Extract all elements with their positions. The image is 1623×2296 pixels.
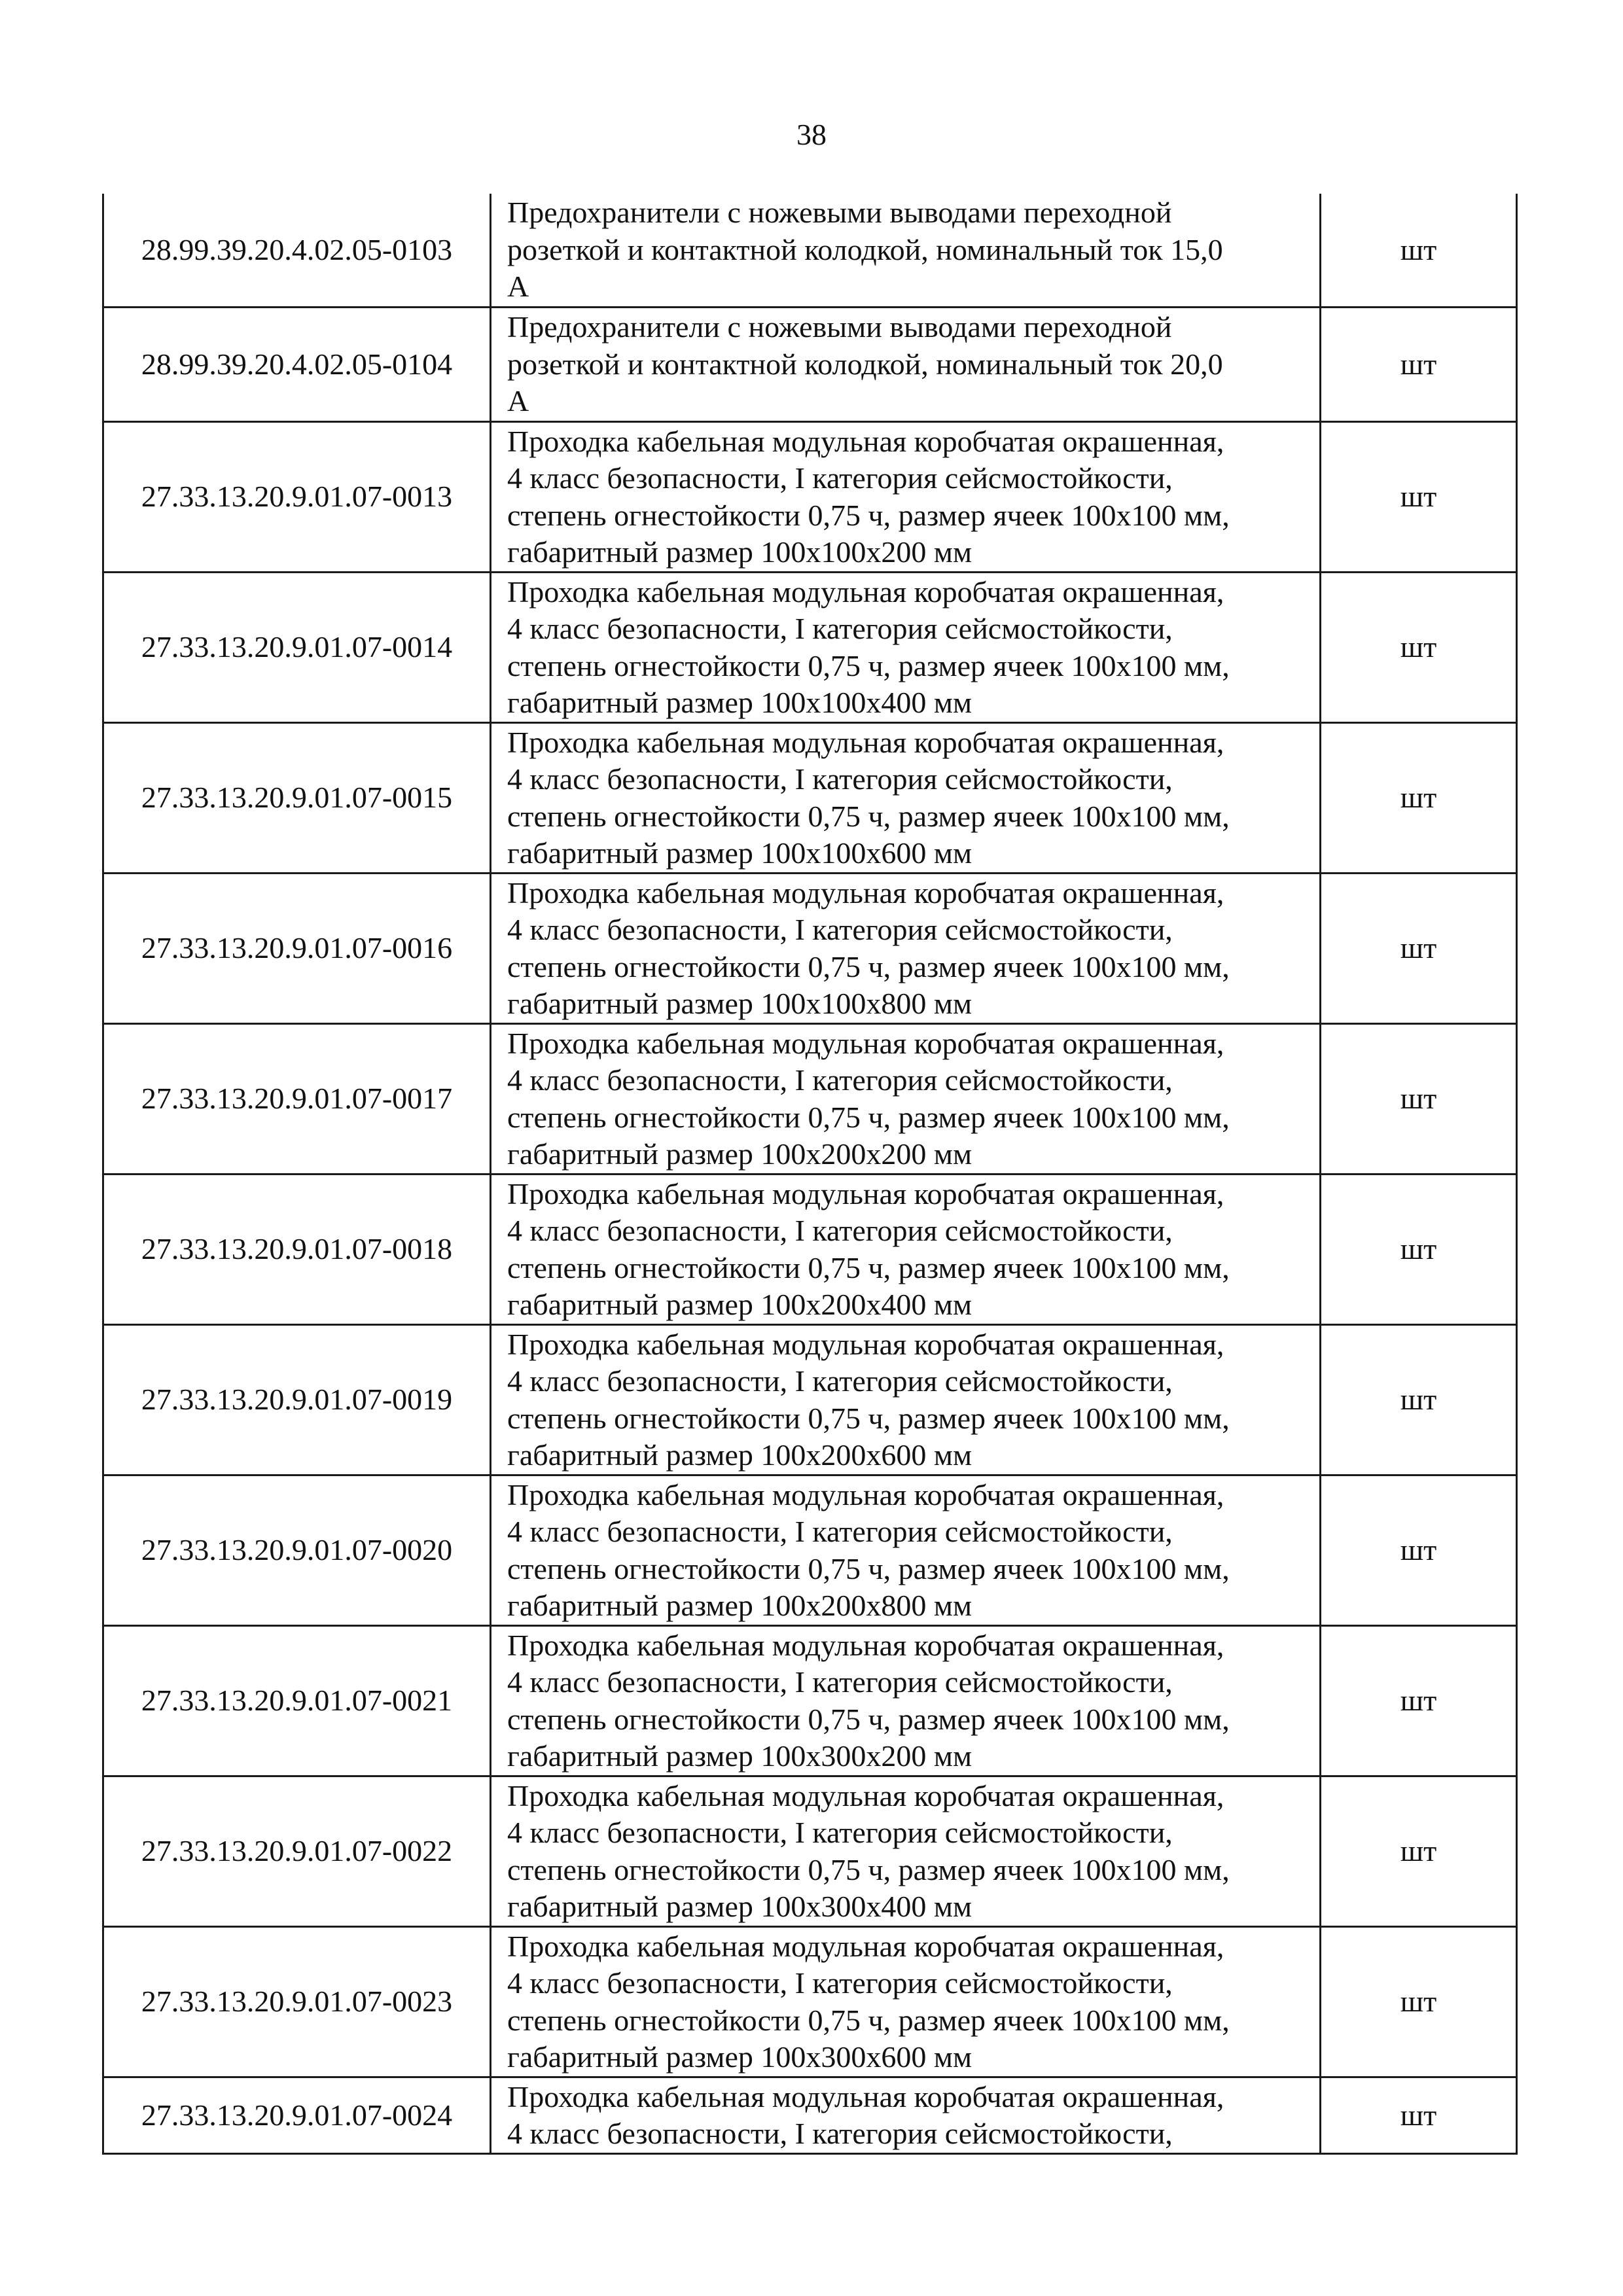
item-unit: шт	[1321, 1776, 1517, 1927]
item-description: Проходка кабельная модульная коробчатая окрашенная, 4 класс безопасности, I категория сейсмостойкости,	[491, 2077, 1321, 2154]
table-row	[103, 573, 1517, 723]
item-description: Проходка кабельная модульная коробчатая окрашенная, 4 класс безопасности, I категория сейсмостойкости, степень огнестойкости 0,75 ч, размер ячеек 100x100 мм, габаритный размер 100x100x600 мм	[491, 723, 1321, 874]
item-code: 27.33.13.20.9.01.07-0023	[103, 1927, 491, 2077]
table-row	[103, 1927, 1517, 2077]
table-row	[103, 2077, 1517, 2154]
table-row	[103, 194, 1517, 308]
item-unit: шт	[1321, 422, 1517, 573]
item-code: 27.33.13.20.9.01.07-0021	[103, 1626, 491, 1776]
item-unit: шт	[1321, 723, 1517, 874]
table-row	[103, 1475, 1517, 1626]
table-row	[103, 1626, 1517, 1776]
item-description: Предохранители с ножевыми выводами переходной розеткой и контактной колодкой, номинальный ток 15,0 А	[491, 194, 1321, 308]
item-code: 27.33.13.20.9.01.07-0015	[103, 723, 491, 874]
item-code: 27.33.13.20.9.01.07-0013	[103, 422, 491, 573]
item-unit: шт	[1321, 1174, 1517, 1325]
item-description: Проходка кабельная модульная коробчатая окрашенная, 4 класс безопасности, I категория сейсмостойкости, степень огнестойкости 0,75 ч, размер ячеек 100x100 мм, габаритный размер 100x300x200 мм	[491, 1626, 1321, 1776]
item-code: 28.99.39.20.4.02.05-0103	[103, 194, 491, 308]
item-description: Проходка кабельная модульная коробчатая окрашенная, 4 класс безопасности, I категория сейсмостойкости, степень огнестойкости 0,75 ч, размер ячеек 100x100 мм, габаритный размер 100x100x200 мм	[491, 422, 1321, 573]
item-unit: шт	[1321, 194, 1517, 308]
item-unit: шт	[1321, 573, 1517, 723]
item-description: Проходка кабельная модульная коробчатая окрашенная, 4 класс безопасности, I категория сейсмостойкости, степень огнестойкости 0,75 ч, размер ячеек 100x100 мм, габаритный размер 100x200x400 мм	[491, 1174, 1321, 1325]
item-description: Проходка кабельная модульная коробчатая окрашенная, 4 класс безопасности, I категория сейсмостойкости, степень огнестойкости 0,75 ч, размер ячеек 100x100 мм, габаритный размер 100x100x400 мм	[491, 573, 1321, 723]
item-code: 27.33.13.20.9.01.07-0017	[103, 1024, 491, 1174]
item-code: 27.33.13.20.9.01.07-0020	[103, 1475, 491, 1626]
page-number: 38	[796, 118, 827, 151]
item-code: 27.33.13.20.9.01.07-0024	[103, 2077, 491, 2154]
item-description: Проходка кабельная модульная коробчатая окрашенная, 4 класс безопасности, I категория сейсмостойкости, степень огнестойкости 0,75 ч, размер ячеек 100x100 мм, габаритный размер 100x100x800 мм	[491, 874, 1321, 1024]
item-description: Предохранители с ножевыми выводами переходной розеткой и контактной колодкой, номинальный ток 20,0 А	[491, 308, 1321, 422]
item-code: 27.33.13.20.9.01.07-0014	[103, 573, 491, 723]
item-description: Проходка кабельная модульная коробчатая окрашенная, 4 класс безопасности, I категория сейсмостойкости, степень огнестойкости 0,75 ч, размер ячеек 100x100 мм, габаритный размер 100x300x400 мм	[491, 1776, 1321, 1927]
table-row	[103, 1776, 1517, 1927]
item-unit: шт	[1321, 2077, 1517, 2154]
table-row	[103, 1174, 1517, 1325]
materials-table	[102, 194, 1518, 2155]
item-code: 27.33.13.20.9.01.07-0018	[103, 1174, 491, 1325]
table-row	[103, 1024, 1517, 1174]
item-unit: шт	[1321, 1024, 1517, 1174]
table-row	[103, 874, 1517, 1024]
table-row	[103, 422, 1517, 573]
item-description: Проходка кабельная модульная коробчатая окрашенная, 4 класс безопасности, I категория сейсмостойкости, степень огнестойкости 0,75 ч, размер ячеек 100x100 мм, габаритный размер 100x200x800 мм	[491, 1475, 1321, 1626]
table-row	[103, 723, 1517, 874]
item-unit: шт	[1321, 1475, 1517, 1626]
item-unit: шт	[1321, 874, 1517, 1024]
item-unit: шт	[1321, 1626, 1517, 1776]
item-code: 27.33.13.20.9.01.07-0019	[103, 1325, 491, 1475]
item-code: 27.33.13.20.9.01.07-0022	[103, 1776, 491, 1927]
item-code: 27.33.13.20.9.01.07-0016	[103, 874, 491, 1024]
item-unit: шт	[1321, 1927, 1517, 2077]
table-row	[103, 1325, 1517, 1475]
item-unit: шт	[1321, 1325, 1517, 1475]
item-description: Проходка кабельная модульная коробчатая окрашенная, 4 класс безопасности, I категория сейсмостойкости, степень огнестойкости 0,75 ч, размер ячеек 100x100 мм, габаритный размер 100x200x600 мм	[491, 1325, 1321, 1475]
item-description: Проходка кабельная модульная коробчатая окрашенная, 4 класс безопасности, I категория сейсмостойкости, степень огнестойкости 0,75 ч, размер ячеек 100x100 мм, габаритный размер 100x300x600 мм	[491, 1927, 1321, 2077]
table-row	[103, 308, 1517, 422]
item-unit: шт	[1321, 308, 1517, 422]
item-code: 28.99.39.20.4.02.05-0104	[103, 308, 491, 422]
item-description: Проходка кабельная модульная коробчатая окрашенная, 4 класс безопасности, I категория сейсмостойкости, степень огнестойкости 0,75 ч, размер ячеек 100x100 мм, габаритный размер 100x200x200 мм	[491, 1024, 1321, 1174]
